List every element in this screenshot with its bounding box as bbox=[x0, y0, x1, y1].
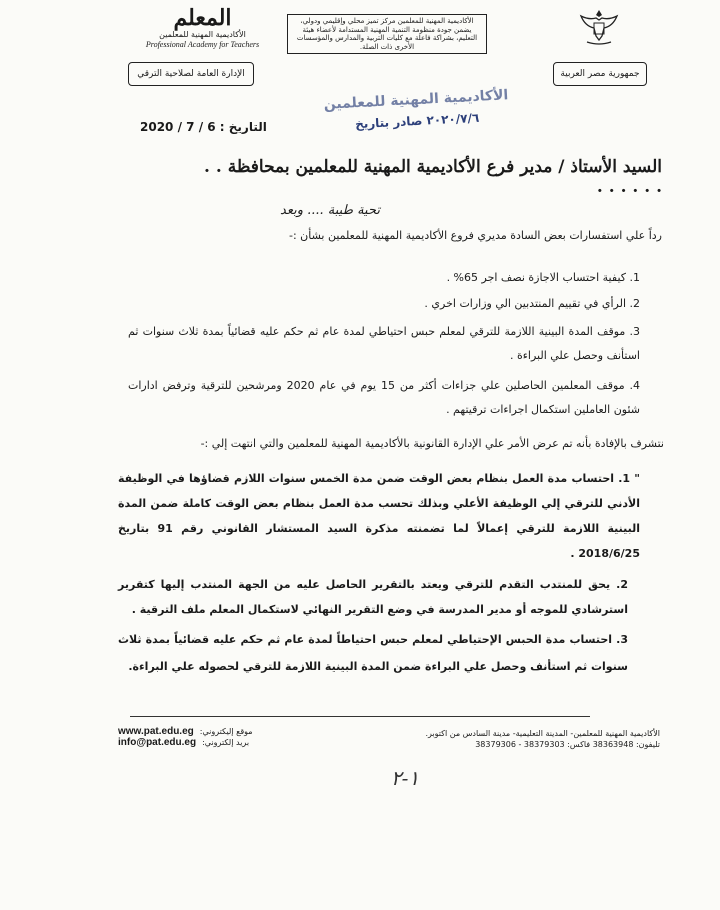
question-item: 3. موقف المدة البينية اللازمة للترقي لمعلم حبس احتياطي لمدة عام ثم حكم عليه قضائياً بمدة ثلاث سنوات ثم استأنف وحصل علي البراءة . bbox=[128, 325, 640, 362]
stamp-title: الأكاديمية المهنية للمعلمين bbox=[323, 87, 509, 113]
footer-email-label: بريد إلكتروني: bbox=[202, 738, 250, 747]
footer-divider bbox=[130, 716, 590, 717]
egypt-eagle-emblem-icon bbox=[577, 6, 621, 48]
academy-mission-box: الأكاديمية المهنية للمعلمين مركز تميز محلي وإقليمي ودولي، يضمن جودة منظومة التنمية المهنية المستدامة لأعضاء هيئة التعليم، بشراكة فاعلة مع كليات التربية والمدارس والمؤسسات الأخرى ذات الصلة. bbox=[287, 14, 487, 54]
footer-email[interactable]: info@pat.edu.eg bbox=[118, 737, 197, 748]
intro-paragraph: رداً علي استفسارات بعض السادة مديري فروع الأكاديمية المهنية للمعلمين بشأن :- bbox=[289, 229, 662, 242]
question-item: 1. كيفية احتساب الاجازة نصف اجر 65% . bbox=[446, 271, 640, 284]
page-mark: ١-٢ bbox=[390, 766, 420, 790]
incoming-stamp bbox=[311, 87, 523, 150]
footer-address: الأكاديمية المهنية للمعلمين- المدينة التعليمية- مدينة السادس من اكتوبر. bbox=[425, 729, 660, 738]
footer-website[interactable]: www.pat.edu.eg bbox=[118, 726, 194, 737]
logo-mark: المعلم bbox=[173, 5, 232, 31]
department-box: الإدارة العامة لصلاحية الترقي bbox=[128, 62, 254, 86]
salutation: السيد الأستاذ / مدير فرع الأكاديمية المهنية للمعلمين بمحافظة . . . . . . . . bbox=[204, 157, 662, 197]
document-date: التاريخ : 6 / 7 / 2020 bbox=[140, 120, 267, 134]
answer-item: " 1. احتساب مدة العمل بنظام بعض الوقت ضمن مدة الخمس سنوات اللازم قضاؤها في الوظيفة الأدني للترقي إلي الوظيفة الأعلي وبذلك تحسب مدة العمل بنظام بعض الوقت كاملة ضمن المدة البينية اللازمة للترقي إعمالاً لما تضمنته مذكرة السيد المستشار القانوني رقم 91 بتاريخ 2018/6/25 . bbox=[118, 472, 640, 560]
logo-subtitle-en: Professional Academy for Teachers bbox=[145, 40, 260, 49]
transition-paragraph: نتشرف بالإفادة بأنه تم عرض الأمر علي الإدارة القانونية بالأكاديمية المهنية للمعلمين والتي انتهت إلي :- bbox=[200, 437, 664, 450]
question-item: 4. موقف المعلمين الحاصلين علي جزاءات أكثر من 15 يوم في عام 2020 ومرشحين للترقية وترفض ادارات شئون العاملين استكمال اجراءات ترقيتهم . bbox=[128, 379, 641, 416]
question-item: 2. الرأي في تقييم المنتدبين الي وزارات اخري . bbox=[424, 297, 640, 310]
footer-phones: تليفون: 38363948 فاكس: 38379303 - 38379306 bbox=[475, 740, 660, 749]
answer-item: 2. يحق للمنتدب التقدم للترقي ويعتد بالتقرير الحاصل عليه من الجهة المنتدب إليها كتقرير استرشادي للموجه أو مدير المدرسة في وضع التقرير النهائي لاستكمال المعلم ملف الترقية . bbox=[118, 578, 628, 616]
footer-contacts bbox=[118, 726, 318, 748]
logo-subtitle-ar: الأكاديمية المهنية للمعلمين bbox=[159, 30, 246, 39]
footer-address-block bbox=[350, 728, 660, 750]
stamp-date: ٢٠٢٠/٧/٦ صادر بتاريخ bbox=[354, 110, 480, 132]
academy-logo bbox=[130, 6, 275, 56]
answer-item: 3. احتساب مدة الحبس الإحتياطي لمعلم حبس احتياطاً لمدة عام ثم حكم عليه قضائياً بمدة ثلاث سنوات ثم استأنف وحصل علي البراءة ضمن المدة البينية اللازمة للترقي لحصوله علي البراءة. bbox=[118, 633, 628, 673]
country-box: جمهورية مصر العربية bbox=[553, 62, 647, 86]
greeting: تحية طيبة .... وبعد bbox=[280, 203, 380, 218]
footer-website-label: موقع إليكتروني: bbox=[199, 727, 253, 736]
